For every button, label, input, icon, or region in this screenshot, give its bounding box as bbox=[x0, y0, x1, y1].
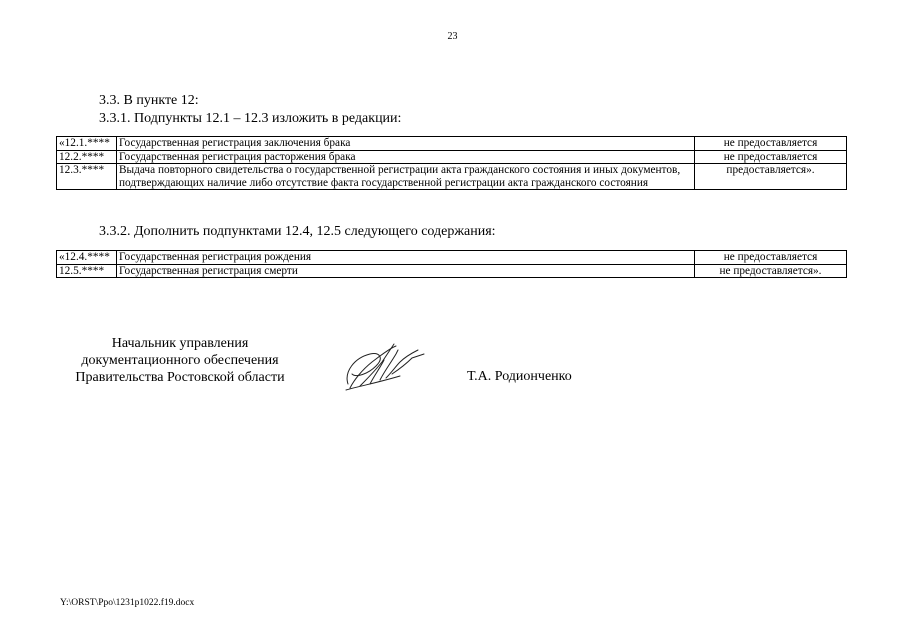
service-name: Государственная регистрация расторжения брака bbox=[117, 150, 695, 164]
position-line-3: Правительства Ростовской области bbox=[75, 370, 285, 385]
service-status: не предоставляется». bbox=[695, 264, 847, 278]
page-number: 23 bbox=[447, 31, 458, 42]
item-number: 12.2.**** bbox=[57, 150, 117, 164]
service-status: не предоставляется bbox=[695, 150, 847, 164]
service-status: предоставляется». bbox=[695, 164, 847, 190]
file-path-footer: Y:\ORST\Ppo\1231p1022.f19.docx bbox=[60, 598, 195, 608]
table-row bbox=[57, 251, 847, 265]
service-status: не предоставляется bbox=[695, 137, 847, 151]
subsection-2-heading: 3.3.2. Дополнить подпунктами 12.4, 12.5 следующего содержания: bbox=[99, 224, 496, 239]
services-table-1 bbox=[56, 136, 847, 190]
subsection-1-heading: 3.3.1. Подпункты 12.1 – 12.3 изложить в редакции: bbox=[99, 111, 402, 126]
position-line-1: Начальник управления bbox=[111, 336, 249, 351]
services-table-2 bbox=[56, 250, 847, 278]
table-row bbox=[57, 264, 847, 278]
item-number: 12.3.**** bbox=[57, 164, 117, 190]
position-line-2: документационного обеспечения bbox=[81, 353, 279, 368]
section-heading: 3.3. В пункте 12: bbox=[99, 93, 199, 108]
service-name: Государственная регистрация смерти bbox=[117, 264, 695, 278]
table-row bbox=[57, 137, 847, 151]
service-name: Выдача повторного свидетельства о государственной регистрации акта гражданского состояния и иных документов, подтверждающих наличие либо отсутствие факта государственной регистрации акта гражданского состояния bbox=[117, 164, 695, 190]
service-status: не предоставляется bbox=[695, 251, 847, 265]
item-number: 12.5.**** bbox=[57, 264, 117, 278]
item-number: «12.1.**** bbox=[57, 137, 117, 151]
signatory-name: Т.А. Родионченко bbox=[467, 369, 572, 384]
table-row bbox=[57, 150, 847, 164]
item-number: «12.4.**** bbox=[57, 251, 117, 265]
handwritten-signature bbox=[340, 340, 432, 396]
service-name: Государственная регистрация рождения bbox=[117, 251, 695, 265]
table-row bbox=[57, 164, 847, 190]
signatory-position bbox=[55, 335, 305, 386]
service-name: Государственная регистрация заключения брака bbox=[117, 137, 695, 151]
